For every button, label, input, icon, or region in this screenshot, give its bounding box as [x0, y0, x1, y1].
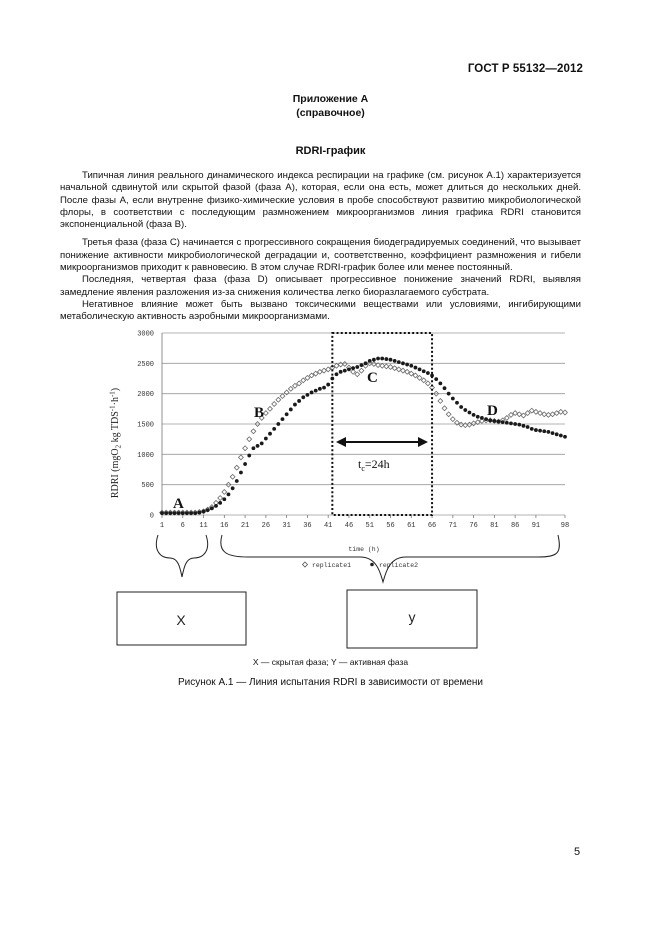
data-point-replicate1 [263, 411, 268, 416]
data-point-replicate2 [306, 393, 310, 397]
paragraph-2: Третья фаза (фаза С) начинается с прогрессивного сокращения биодеградируемых соединений, что вызывает понижение активности микробиологической деградации и, соответственно, коэффициент размножения и гибели микроорганизмов приходит к равновесию. В этом случае RDRI-график более или менее постоянный. [60, 237, 581, 274]
data-point-replicate2 [509, 421, 513, 425]
y-tick-label: 500 [141, 482, 154, 491]
data-point-replicate1 [450, 417, 455, 422]
data-point-replicate1 [230, 474, 235, 479]
x-tick-label: 21 [240, 522, 250, 530]
data-point-replicate2 [563, 435, 567, 439]
data-point-replicate2 [534, 428, 538, 432]
data-point-replicate2 [189, 511, 193, 515]
data-point-replicate2 [538, 429, 542, 433]
data-point-replicate2 [360, 363, 364, 367]
data-point-replicate2 [405, 363, 409, 367]
data-point-replicate2 [488, 418, 492, 422]
data-point-replicate2 [438, 381, 442, 385]
x-tick-label: 11 [199, 522, 208, 530]
annex-heading [0, 92, 661, 120]
data-point-replicate2 [517, 423, 521, 427]
data-point-replicate2 [335, 372, 339, 376]
data-point-replicate2 [185, 511, 189, 515]
data-point-replicate2 [530, 427, 534, 431]
data-point-replicate2 [343, 369, 347, 373]
data-point-replicate2 [526, 425, 530, 429]
body-text [60, 170, 581, 324]
data-point-replicate2 [239, 471, 243, 475]
y-tick-label: 1000 [137, 451, 154, 460]
x-tick-label: 31 [282, 522, 291, 530]
figure-caption: Рисунок А.1 — Линия испытания RDRI в зависимости от времени [177, 677, 484, 688]
x-tick-label: 86 [510, 522, 520, 530]
data-point-replicate2 [314, 389, 318, 393]
data-point-replicate2 [235, 479, 239, 483]
data-point-replicate2 [463, 408, 467, 412]
y-axis-label: RDRI (mgO$_2$ kg $TDS^{-1}\cdot h^{-1}$) [108, 387, 123, 499]
data-point-replicate2 [260, 442, 264, 446]
chart-series [160, 357, 568, 516]
y-tick-label: 0 [149, 512, 154, 521]
data-point-replicate2 [513, 422, 517, 426]
data-point-replicate1 [272, 402, 277, 407]
paragraph-4: Негативное влияние может быть вызвано токсическими веществами или условиями, ингибирующими метаболическую активность аэробными микроорганизмами. [60, 298, 581, 323]
data-point-replicate1 [425, 381, 430, 386]
data-point-replicate1 [384, 364, 389, 369]
rdri-chart [100, 325, 590, 665]
data-point-replicate2 [551, 431, 555, 435]
data-point-replicate2 [252, 446, 256, 450]
x-tick-label: 26 [261, 522, 271, 530]
data-point-replicate2 [522, 424, 526, 428]
data-point-replicate2 [285, 412, 289, 416]
data-point-replicate2 [264, 437, 268, 441]
data-point-replicate1 [305, 375, 310, 380]
data-point-replicate2 [289, 408, 293, 412]
data-point-replicate2 [310, 391, 314, 395]
data-point-replicate2 [256, 444, 260, 448]
x-tick-label: 1 [159, 522, 165, 530]
y-axis-ticks [137, 331, 154, 521]
data-point-replicate1 [268, 406, 273, 411]
data-point-replicate1 [276, 397, 281, 402]
legend-label-replicate2: replicate2 [379, 562, 419, 569]
tc-label: $t_c=24h$ [358, 457, 390, 473]
data-point-replicate2 [468, 411, 472, 415]
data-point-replicate2 [455, 401, 459, 405]
paragraph-3: Последняя, четвертая фаза (фаза D) описывает прогрессивное понижение значений RDRI, выявляя замедление явления разложения из-за снижения количества легко биоразлагаемого субстрата. [60, 274, 581, 298]
data-point-replicate2 [202, 509, 206, 513]
phase-label-c: C [367, 370, 378, 386]
data-point-replicate1 [239, 455, 244, 460]
data-point-replicate2 [364, 361, 368, 365]
data-point-replicate2 [272, 427, 276, 431]
data-point-replicate1 [525, 411, 530, 416]
data-point-replicate2 [447, 392, 451, 396]
phase-x-label: X [176, 612, 186, 628]
data-point-replicate2 [318, 387, 322, 391]
data-point-replicate2 [393, 359, 397, 363]
data-point-replicate1 [446, 412, 451, 417]
phase-label-b: B [254, 405, 265, 421]
data-point-replicate2 [384, 357, 388, 361]
annex-note: (справочное) [296, 107, 365, 119]
section-title: RDRI-график [295, 145, 366, 157]
data-point-replicate2 [355, 365, 359, 369]
data-point-replicate1 [243, 446, 248, 451]
x-tick-label: 36 [303, 522, 312, 530]
data-point-replicate2 [372, 358, 376, 362]
data-point-replicate2 [206, 508, 210, 512]
data-point-replicate2 [227, 492, 231, 496]
data-point-replicate1 [563, 410, 568, 415]
data-point-replicate2 [459, 405, 463, 409]
data-point-replicate2 [218, 501, 222, 505]
chart-legend [303, 562, 419, 569]
data-point-replicate1 [342, 362, 347, 367]
data-point-replicate1 [438, 399, 443, 404]
data-point-replicate2 [276, 422, 280, 426]
data-point-replicate1 [463, 423, 468, 428]
phase-y-label: y [408, 609, 416, 625]
x-tick-label: 81 [490, 522, 499, 530]
data-point-replicate2 [476, 415, 480, 419]
x-tick-label: 6 [180, 522, 185, 530]
data-point-replicate2 [409, 364, 413, 368]
data-point-replicate2 [243, 462, 247, 466]
data-point-replicate2 [480, 416, 484, 420]
data-point-replicate2 [397, 360, 401, 364]
data-point-replicate2 [559, 434, 563, 438]
data-point-replicate2 [347, 368, 351, 372]
data-point-replicate2 [492, 419, 496, 423]
tc-arrow [336, 437, 428, 447]
x-tick-label: 61 [407, 522, 416, 530]
data-point-replicate2 [542, 429, 546, 433]
x-tick-label: 71 [448, 522, 458, 530]
data-point-replicate2 [197, 511, 201, 515]
data-point-replicate2 [555, 432, 559, 436]
data-point-replicate2 [472, 413, 476, 417]
data-point-replicate2 [168, 511, 172, 515]
data-point-replicate1 [288, 386, 293, 391]
data-point-replicate2 [422, 369, 426, 373]
data-point-replicate1 [301, 378, 306, 383]
data-point-replicate2 [418, 368, 422, 372]
x-tick-label: 41 [323, 522, 333, 530]
data-point-replicate2 [322, 386, 326, 390]
data-point-replicate1 [355, 372, 360, 377]
data-point-replicate1 [297, 381, 302, 386]
bracket-latent-phase [156, 535, 207, 577]
data-point-replicate2 [222, 497, 226, 501]
data-point-replicate2 [434, 377, 438, 381]
y-tick-label: 3000 [137, 330, 154, 339]
phase-label-d: D [487, 403, 498, 419]
data-point-replicate2 [389, 358, 393, 362]
data-point-replicate2 [376, 357, 380, 361]
phase-label-a: A [173, 496, 184, 512]
data-point-replicate1 [234, 465, 239, 470]
data-point-replicate2 [351, 366, 355, 370]
data-point-replicate1 [251, 429, 256, 434]
data-point-replicate2 [297, 399, 301, 403]
data-point-replicate2 [339, 370, 343, 374]
data-point-replicate1 [359, 368, 364, 373]
legend-marker-replicate2 [370, 563, 374, 567]
data-point-replicate2 [501, 420, 505, 424]
data-point-replicate2 [160, 511, 164, 515]
x-tick-label: 56 [386, 522, 395, 530]
data-point-replicate2 [401, 361, 405, 365]
y-tick-label: 2500 [137, 360, 154, 369]
data-point-replicate1 [247, 437, 252, 442]
paragraph-1: Типичная линия реального динамического индекса респирации на графике (см. рисунок А.1) характеризуется начальной сдвинутой или скрытой фазой (фаза А), которая, если она есть, может длиться до нескольких дней. После фазы А, если внутренне физико-химические условия в пробе способствуют развитию микробиологической флоры, в соответствии с последующим размножением микроорганизмов линия графика RDRI становится экспоненциальной (фаза В). [60, 170, 581, 231]
data-point-replicate2 [426, 371, 430, 375]
data-point-replicate1 [421, 378, 426, 383]
y-tick-label: 1500 [137, 421, 154, 430]
data-point-replicate1 [218, 496, 223, 501]
data-point-replicate2 [164, 511, 168, 515]
data-point-replicate2 [247, 454, 251, 458]
data-point-replicate1 [546, 413, 551, 418]
x-tick-label: 51 [365, 522, 374, 530]
x-axis-ticks [160, 522, 569, 530]
data-point-replicate1 [442, 406, 447, 411]
x-tick-label: 98 [560, 522, 570, 530]
data-point-replicate2 [281, 417, 285, 421]
data-point-replicate2 [443, 386, 447, 390]
data-point-replicate1 [293, 383, 298, 388]
data-point-replicate2 [326, 383, 330, 387]
y-tick-label: 2000 [137, 391, 154, 400]
data-point-replicate2 [546, 430, 550, 434]
annex-title: Приложение А [292, 93, 369, 105]
bracket-active-phase [221, 535, 560, 582]
data-point-replicate1 [504, 416, 509, 421]
standard-id: ГОСТ Р 55132—2012 [467, 63, 583, 75]
data-point-replicate2 [451, 397, 455, 401]
chart-grid [162, 333, 565, 518]
data-point-replicate2 [231, 486, 235, 490]
legend-label-replicate1: replicate1 [312, 562, 352, 569]
data-point-replicate2 [414, 366, 418, 370]
data-point-replicate2 [214, 504, 218, 508]
data-point-replicate2 [380, 357, 384, 361]
data-point-replicate1 [351, 369, 356, 374]
x-tick-label: 91 [531, 522, 541, 530]
data-point-replicate1 [284, 390, 289, 395]
legend-marker-replicate1 [303, 562, 308, 567]
data-point-replicate1 [280, 394, 285, 399]
data-point-replicate2 [210, 506, 214, 510]
data-point-replicate2 [268, 432, 272, 436]
data-point-replicate1 [222, 490, 227, 495]
x-tick-label: 66 [427, 522, 437, 530]
x-tick-label: 76 [469, 522, 478, 530]
data-point-replicate2 [497, 420, 501, 424]
data-point-replicate2 [293, 403, 297, 407]
x-tick-label: 46 [344, 522, 354, 530]
data-point-replicate1 [417, 375, 422, 380]
page-number: 5 [574, 846, 581, 858]
x-tick-label: 16 [220, 522, 229, 530]
data-point-replicate2 [505, 421, 509, 425]
data-point-replicate1 [380, 363, 385, 368]
data-point-replicate2 [368, 359, 372, 363]
data-point-replicate2 [193, 511, 197, 515]
figure-legend-line: X — скрытая фаза; Y — активная фаза [252, 657, 409, 667]
rdri-figure [100, 325, 590, 665]
x-axis-label: time (h) [348, 546, 380, 553]
data-point-replicate2 [301, 395, 305, 399]
